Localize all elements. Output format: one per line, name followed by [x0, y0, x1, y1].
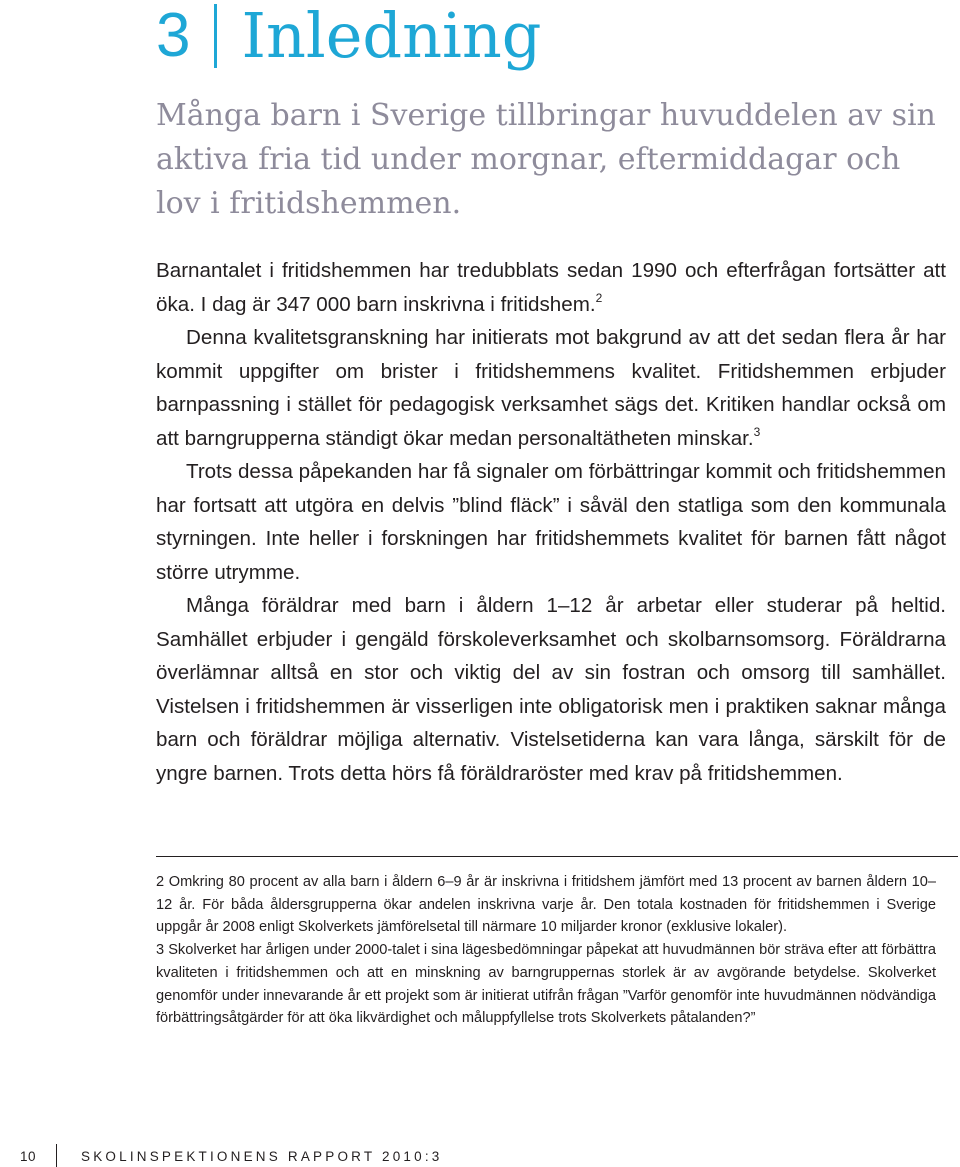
chapter-number: 3 [156, 1, 191, 70]
page-number: 10 [20, 1149, 37, 1164]
body-paragraph [156, 589, 946, 790]
paragraph-text: Trots dessa påpekanden har få signaler om förbättringar kommit och fritidshemmen har fortsatt att utgöra en delvis ”blind fläck” i såväl den statliga som den kommunala styrningen. Inte heller i forskningen har fritidshemmets kvalitet för barnen fått något större utrymme. [156, 460, 946, 584]
body-paragraph [156, 455, 946, 589]
body-text [156, 254, 946, 790]
paragraph-text: Denna kvalitetsgranskning har initierats mot bakgrund av att det sedan flera år har kommit uppgifter om brister i fritidshemmens kvalitet. Fritidshemmen erbjuder barnpassning i stället för pedagogisk verksamhet sägs det. Kritiken handlar också om att barngrupperna ständigt ökar medan personaltätheten minskar. [156, 326, 946, 450]
footnote-reference: 2 [595, 290, 603, 305]
lead-paragraph: Många barn i Sverige tillbringar huvuddelen av sin aktiva fria tid under morgnar, eftermiddagar och lov i fritidshemmen. [156, 98, 936, 221]
footnote-divider [156, 856, 958, 857]
chapter-title: Inledning [241, 0, 542, 72]
body-paragraph [156, 321, 946, 455]
paragraph-text: Barnantalet i fritidshemmen har tredubblats sedan 1990 och efterfrågan fortsätter att öka. I dag är 347 000 barn inskrivna i fritidshem. [156, 259, 946, 316]
chapter-divider [214, 4, 217, 68]
chapter-heading [156, 0, 542, 72]
paragraph-text: Många föräldrar med barn i åldern 1–12 år arbetar eller studerar på heltid. Samhället erbjuder i gengäld förskoleverksamhet och skolbarnsomsorg. Föräldrarna överlämnar alltså en stor och viktig del av sin fostran och omsorg till samhället. Vistelsen i fritidshemmen är visserligen inte obligatorisk men i praktiken saknar många barn och föräldrar möjliga alternativ. Vistelsetiderna kan vara långa, särskilt för de yngre barnen. Trots detta hörs få föräldraröster med krav på fritidshemmen. [156, 594, 946, 785]
footnotes [156, 871, 936, 1030]
footer-divider [56, 1144, 57, 1167]
footnote-reference: 3 [753, 424, 761, 439]
footnote: 2 Omkring 80 procent av alla barn i åldern 6–9 år är inskrivna i fritidshem jämfört med 13 procent av barnen åldern 10–12 år. För båda åldersgrupperna ökar andelen inskrivna varje år. Den totala kostnaden för fritidshemmen i Sverige uppgår år 2008 enligt Skolverkets jämförelsetal till närmare 10 miljarder kronor (exklusive lokaler). [156, 874, 936, 936]
footnote: 3 Skolverket har årligen under 2000-talet i sina lägesbedömningar påpekat att huvudmännen bör sträva efter att förbättra kvaliteten i fritidshemmen och att en minskning av barngruppernas storlek är av avgörande betydelse. Skolverket genomför under innevarande år ett projekt som är initierat utifrån frågan ”Varför genomför inte huvudmännen nödvändiga förbättringsåtgärder för att öka likvärdighet och måluppfyllelse trots Skolverkets påtalanden?” [156, 942, 936, 1027]
body-paragraph [156, 254, 946, 321]
report-title: SKOLINSPEKTIONENS RAPPORT 2010:3 [81, 1149, 443, 1164]
page-footer [0, 1148, 960, 1167]
